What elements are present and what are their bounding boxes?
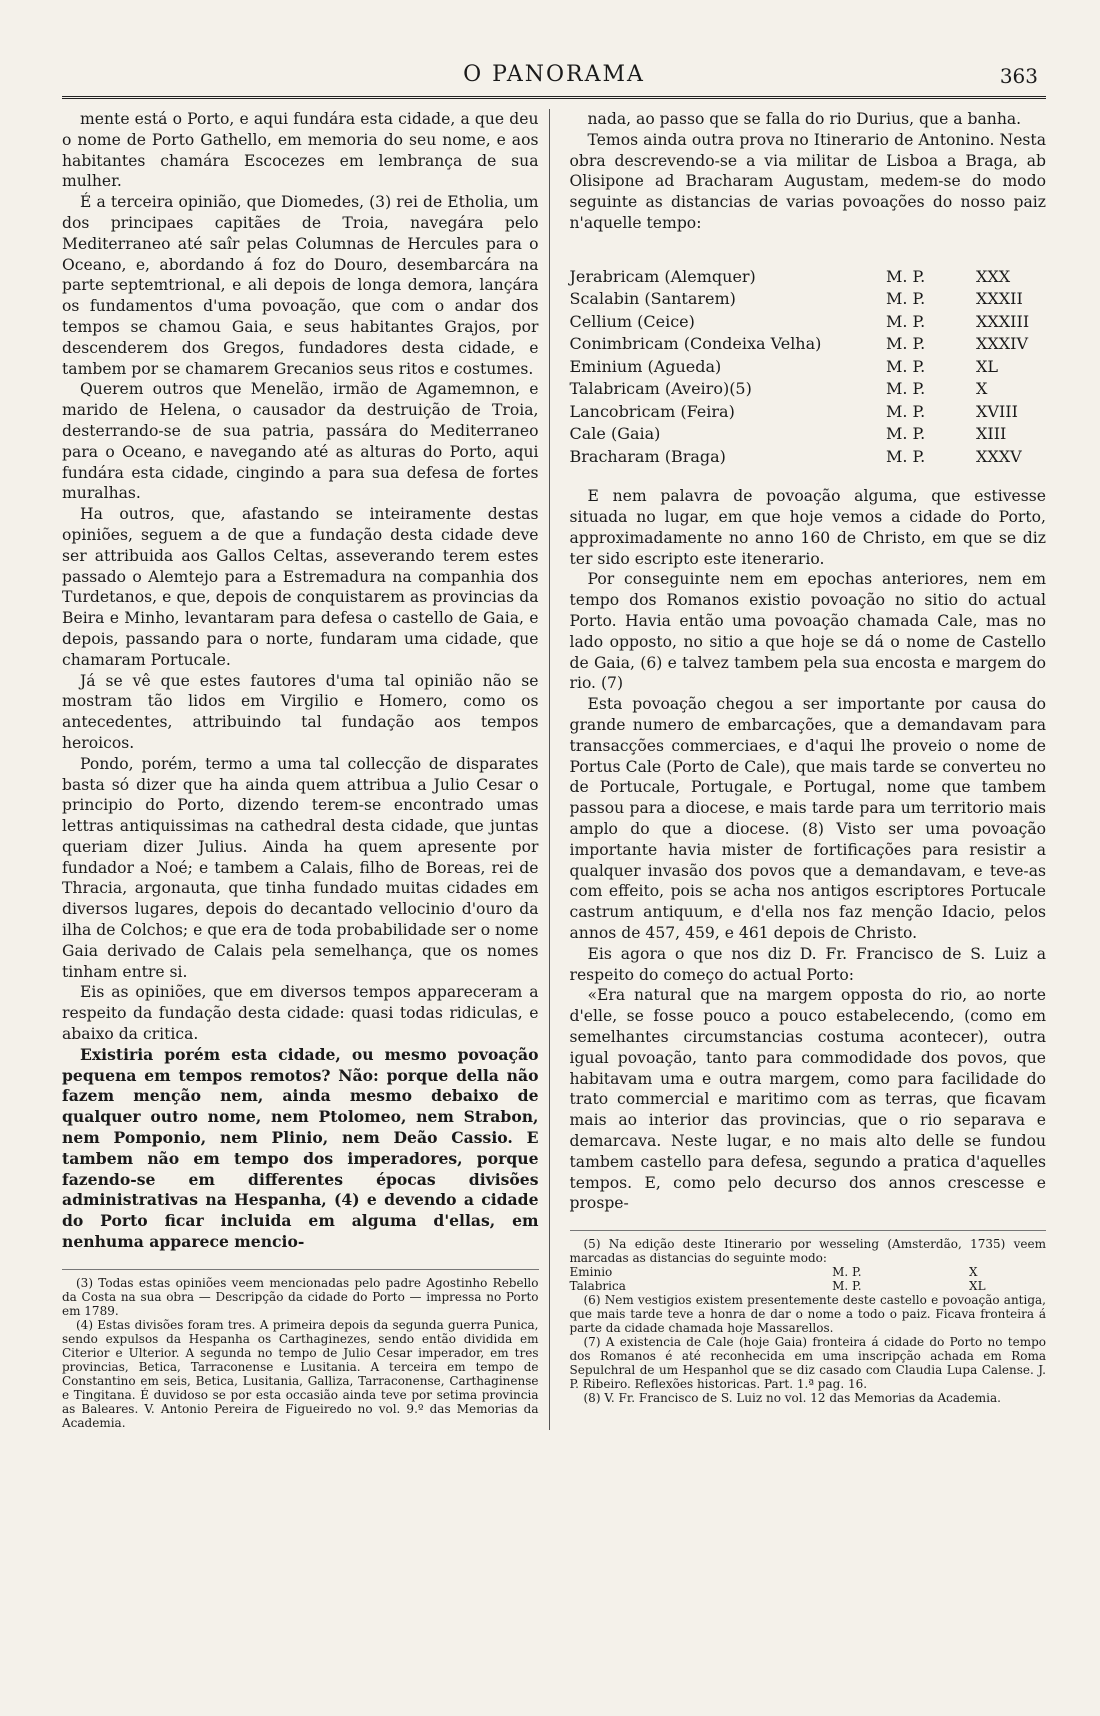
distance-cell: XXX	[976, 266, 1011, 286]
place-cell: Cale (Gaia)	[569, 424, 661, 444]
distance-cell: XXXV	[976, 446, 1022, 466]
place-cell: Eminio	[569, 1265, 613, 1280]
distance-cell: X	[969, 1265, 978, 1280]
place-cell: Talabricam (Aveiro)(5)	[569, 379, 752, 399]
table-row	[570, 446, 1047, 469]
mp-cell: M. P.	[832, 1265, 862, 1280]
paragraph: nada, ao passo que se falla do rio Durius, que a banha.	[587, 110, 1022, 128]
footnote: (8) V. Fr. Francisco de S. Luiz no vol. 12 das Memorias da Academia.	[583, 1391, 1001, 1406]
paragraph: Por conseguinte nem em epochas anteriores, nem em tempo dos Romanos existio povoação no sitio do actual Porto. Havia então uma povoação chamada Cale, mas no lado opposto, no sitio a que hoje se dá o nome de Castello de Gaia, (6) e talvez tambem pela sua encosta e margem do rio. (7)	[569, 570, 1046, 693]
footnote: (7) A existencia de Cale (hoje Gaia) fronteira á cidade do Porto no tempo dos Romanos é até reconhecida em uma inscripção achada em Roma Sepulchral de um Hespanhol que se diz casado com Claudia Lupa Calense. J. P. Ribeiro. Reflexões historicas. Part. 1.ª pag. 16.	[569, 1335, 1046, 1392]
bold-section	[62, 1045, 539, 1253]
mp-cell: M. P.	[886, 334, 926, 354]
paragraph: Querem outros que Menelão, irmão de Agamemnon, e marido de Helena, o causador da destruição de Troia, desterrando-se de sua patria, passára do Mediterraneo para o Oceano, e navegando até as alturas do Porto, aqui fundára esta cidade, cingindo a para sua defesa de fortes muralhas.	[62, 380, 539, 503]
place-cell: Eminium (Agueda)	[569, 356, 722, 376]
place-cell: Conimbricam (Condeixa Velha)	[569, 334, 822, 354]
distance-cell: XXXIV	[976, 334, 1029, 354]
itinerary-table	[570, 266, 1047, 469]
table-row	[570, 266, 1047, 289]
distance-cell: XVIII	[976, 401, 1018, 421]
paragraph: Temos ainda outra prova no Itinerario de Antonino. Nesta obra descrevendo-se a via militar de Lisboa a Braga, ab Olisipone ad Bracharam Augustam, medem-se do modo seguinte as distancias de varias povoações do nosso paiz n'aquelle tempo:	[569, 130, 1046, 232]
footnote: (6) Nem vestigios existem presentemente deste castello e povoação antiga, que mais tarde teve a honra de dar o nome a todo o paiz. Ficava fronteira á parte da cidade chamada hoje Massarellos.	[569, 1293, 1046, 1336]
footnote: (4) Estas divisões foram tres. A primeira depois da segunda guerra Punica, sendo expulsos da Hespanha os Carthaginezes, sendo então dividida em Citerior e Ulterior. A segunda no tempo de Julio Cesar imperador, em tres provincias, Betica, Tarraconense e Lusitania. A terceira em tempo de Constantino em seis, Betica, Lusitania, Galliza, Tarraconense, Carthaginense e Tingitana. É duvidoso se por esta occasião ainda teve por setima provincia as Baleares. V. Antonio Pereira de Figueiredo no vol. 9.º das Memorias da Academia.	[62, 1317, 539, 1430]
table-row	[570, 1265, 1047, 1279]
table-row	[570, 401, 1047, 424]
table-row	[570, 378, 1047, 401]
place-cell: Bracharam (Braga)	[569, 446, 726, 466]
place-cell: Jerabricam (Alemquer)	[569, 266, 756, 286]
mp-cell: M. P.	[832, 1279, 862, 1294]
paragraph: Pondo, porém, termo a uma tal collecção de disparates basta só dizer que ha ainda quem attribua a Julio Cesar o principio do Porto, dizendo terem-se encontrado umas lettras antiquissimas na cathedral desta cidade, que juntas queriam dizer Julius. Ainda ha quem apresente por fundador a Noé; e tambem a Calais, filho de Boreas, rei de Thracia, argonauta, que tinha fundado muitas cidades em diversos lugares, depois do decantado vellocinio d'ouro da ilha de Colchos; e que era de toda probabilidade ser o nome Gaia derivado de Calais pela semelhança, que os nomes tinham entre si.	[62, 754, 539, 981]
distance-cell: XL	[969, 1279, 986, 1294]
paragraph: E nem palavra de povoação alguma, que estivesse situada no lugar, em que hoje vemos a cidade do Porto, approximadamente no anno 160 de Christo, em que se diz ter sido escripto este itenerario.	[569, 487, 1046, 568]
footnotes-left	[62, 1269, 539, 1430]
paragraph: Esta povoação chegou a ser importante por causa do grande numero de embarcações, que a demandavam para transacções commerciaes, e d'aqui lhe proveio o nome de Portus Cale (Porto de Cale), que mais tarde se converteu no de Portucale, Portugale, e Portugal, nome que tambem passou para a diocese, e mais tarde para um territorio mais amplo do que a diocese. (8) Visto ser uma povoação importante havia mister de fortificações para resistir a qualquer invasão dos povos que a demandavam, e teve-as com effeito, pois se acha nos antigos escriptores Portucale castrum antiquum, e d'ella nos faz menção Idacio, pelos annos de 457, 459, e 461 depois de Christo.	[569, 695, 1046, 943]
distance-cell: XIII	[976, 424, 1007, 444]
paragraph: Existiria porém esta cidade, ou mesmo povoação pequena em tempos remotos? Não: porque della não fazem menção nem, ainda mesmo debaixo de qualquer outro nome, nem Ptolomeo, nem Strabon, nem Pomponio, nem Plinio, nem Deão Cassio. E tambem não em tempo dos imperadores, porque fazendo-se em differentes épocas divisões administrativas na Hespanha, (4) e devendo a cidade do Porto ficar incluida em alguma d'ellas, em nenhuma apparece mencio-	[62, 1044, 539, 1252]
paragraph: «Era natural que na margem opposta do rio, ao norte d'elle, se fosse pouco a pouco estabelecendo, (como em semelhantes circumstancias costuma acontecer), outra igual povoação, tanto para commodidade dos povos, que habitavam uma e outra margem, como para facilidade do trato commercial e maritimo com as terras, que ficavam mais ao interior das provincias, que o rio separava e demarcava. Neste lugar, e no mais alto delle se fundou tambem castello para defesa, segundo a pratica d'aquelles tempos. E, como pelo decurso dos annos crescesse e prospe-	[569, 986, 1046, 1213]
table-row	[570, 288, 1047, 311]
distance-cell: X	[976, 379, 988, 399]
mp-cell: M. P.	[886, 356, 926, 376]
paragraph: mente está o Porto, e aqui fundára esta cidade, a que deu o nome de Porto Gathello, em memoria do seu nome, e aos habitantes chamára Escocezes em lembrança de sua mulher.	[62, 110, 539, 191]
distance-cell: XL	[976, 356, 999, 376]
place-cell: Scalabin (Santarem)	[569, 289, 736, 309]
mp-cell: M. P.	[886, 379, 926, 399]
paragraph: Eis as opiniões, que em diversos tempos appareceram a respeito da fundação desta cidade: quasi todas ridiculas, e abaixo da critica.	[62, 983, 539, 1044]
right-column	[566, 109, 1047, 1430]
paragraph: Ha outros, que, afastando se inteiramente destas opiniões, seguem a de que a fundação desta cidade deve ser attribuida aos Gallos Celtas, asseverando terem estes passado o Alemtejo para a Estremadura na companhia dos Turdetanos, e que, depois de conquistarem as provincias da Beira e Minho, levantaram para defesa o castello de Gaia, e depois, passando para o norte, fundaram uma cidade, que chamaram Portucale.	[62, 505, 539, 669]
publication-title: O PANORAMA	[463, 62, 645, 87]
mp-cell: M. P.	[886, 424, 926, 444]
footnote: (5) Na edição deste Itinerario por wesseling (Amsterdão, 1735) veem marcadas as distancias do seguinte modo:	[569, 1237, 1046, 1266]
paragraph: Já se vê que estes fautores d'uma tal opinião não se mostram tão lidos em Virgilio e Homero, como os antecedentes, attribuindo tal fundação aos tempos heroicos.	[62, 671, 539, 752]
mp-cell: M. P.	[886, 311, 926, 331]
place-cell: Lancobricam (Feira)	[569, 401, 735, 421]
mp-cell: M. P.	[886, 266, 926, 286]
footnote: (3) Todas estas opiniões veem mencionadas pelo padre Agostinho Rebello da Costa na sua obra — Descripção da cidade do Porto — impressa no Porto em 1789.	[62, 1275, 539, 1318]
table-row	[570, 311, 1047, 334]
footnotes-right	[570, 1230, 1047, 1405]
table-row	[570, 356, 1047, 379]
distance-cell: XXXII	[976, 289, 1023, 309]
paragraph: Eis agora o que nos diz D. Fr. Francisco de S. Luiz a respeito do começo do actual Porto:	[569, 944, 1046, 984]
left-column	[62, 109, 550, 1430]
place-cell: Cellium (Ceice)	[569, 311, 695, 331]
header-rule	[62, 96, 1046, 99]
columns	[62, 109, 1046, 1430]
footnote-table	[570, 1265, 1047, 1293]
page-number: 363	[999, 64, 1038, 88]
table-row	[570, 1279, 1047, 1293]
page-header	[62, 56, 1046, 90]
table-row	[570, 333, 1047, 356]
mp-cell: M. P.	[886, 446, 926, 466]
distance-cell: XXXIII	[976, 311, 1030, 331]
place-cell: Talabrica	[569, 1279, 626, 1294]
mp-cell: M. P.	[886, 401, 926, 421]
table-row	[570, 423, 1047, 446]
mp-cell: M. P.	[886, 289, 926, 309]
paragraph: É a terceira opinião, que Diomedes, (3) rei de Etholia, um dos principaes capitães de Troia, navegára pelo Mediterraneo até saîr pelas Columnas de Hercules para o Oceano, e, abordando á foz do Douro, desembarcára na parte septemtrional, e ali depois de longa demora, lançára os fundamentos d'uma povoação, que com o andar dos tempos se chamou Gaia, e seus habitantes Grajos, por descenderem dos Gregos, fundadores desta cidade, e tambem por se chamarem Grecanios seus ritos e costumes.	[62, 193, 539, 378]
